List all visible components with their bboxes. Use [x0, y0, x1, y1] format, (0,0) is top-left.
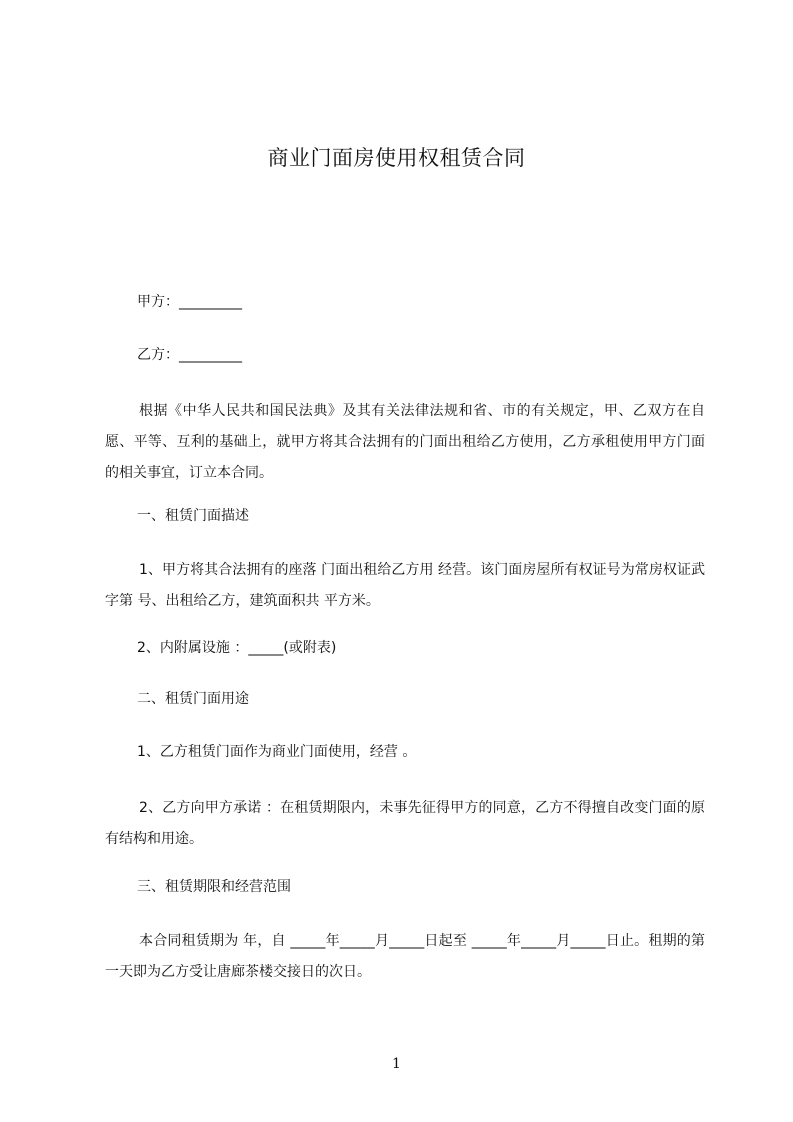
party-b-line: 乙方：_________ — [137, 347, 242, 363]
section-1-heading: 一、租赁门面描述 — [137, 508, 249, 524]
intro-paragraph: 根据《中华人民共和国民法典》及其有关法律法规和省、市的有关规定，甲、乙双方在自愿、平等、互利的基础上，就甲方将其合法拥有的门面出租给乙方使用，乙方承租使用甲方门面的相关事宜，订立本合同。 — [105, 403, 705, 481]
section-3-heading: 三、租赁期限和经营范围 — [137, 879, 291, 895]
section-2-heading: 二、租赁门面用途 — [137, 691, 249, 707]
page-number: 1 — [392, 1056, 401, 1072]
document-title: 商业门面房使用权租赁合同 — [267, 146, 526, 170]
section-1-item-1: 1、甲方将其合法拥有的座落 门面出租给乙方用 经营。该门面房屋所有权证号为常房权证武字第 号、出租给乙方，建筑面积共 平方米。 — [105, 562, 705, 609]
section-2-item-1: 1、乙方租赁门面作为商业门面使用，经营 。 — [137, 744, 417, 760]
party-a-line: 甲方：_________ — [137, 294, 242, 310]
section-3-paragraph: 本合同租赁期为 年，自 _____年_____月_____日起至 _____年_____月_____日止。租期的第一天即为乙方受让唐廊茶楼交接日的次日。 — [105, 933, 705, 980]
section-2-item-2: 2、乙方向甲方承诺 ：在租赁期限内，未事先征得甲方的同意，乙方不得擅自改变门面的原有结构和用途。 — [105, 800, 705, 847]
section-1-item-2: 2、内附属设施 ：_____(或附表) — [137, 640, 337, 656]
